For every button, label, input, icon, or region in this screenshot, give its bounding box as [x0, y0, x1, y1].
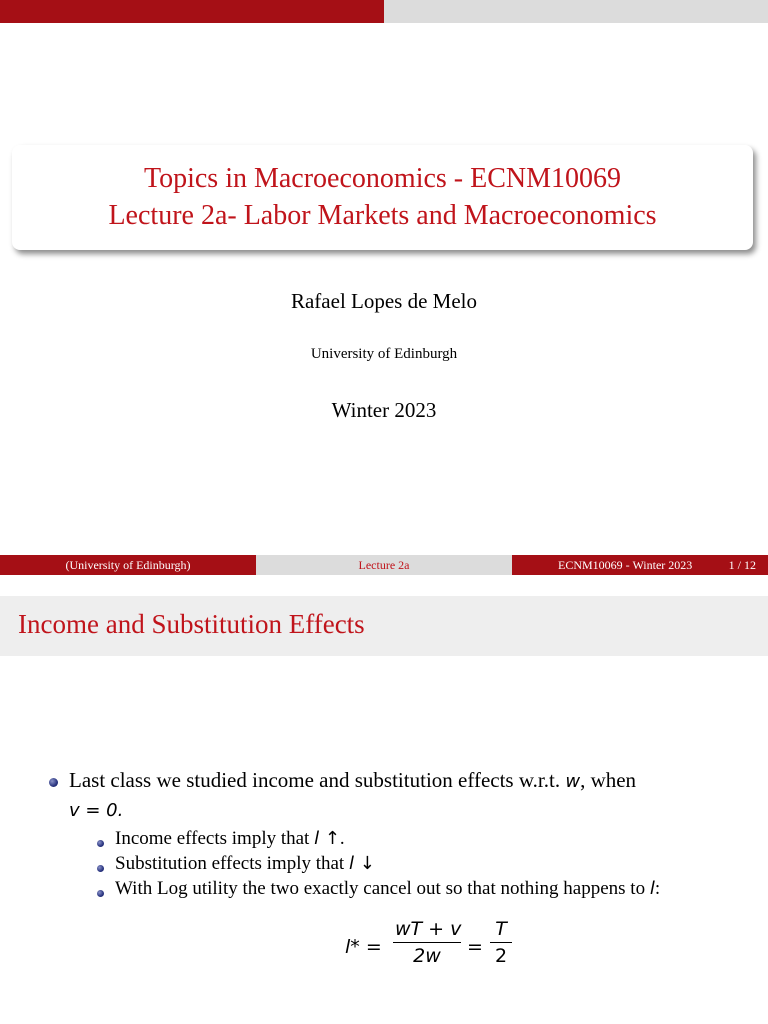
sub-bullet-3 — [115, 878, 660, 900]
fraction-1-bar — [393, 942, 461, 943]
footer-lecture: Lecture 2a — [256, 555, 512, 575]
sub-bullet-icon — [97, 840, 104, 847]
bullet-1-text-b: , when — [580, 768, 637, 792]
bullet-1-line-2 — [69, 795, 123, 825]
equation-equals: = — [467, 936, 483, 958]
sub-bullet-1-text: Income effects imply that — [115, 828, 315, 849]
sub-bullet-icon — [97, 890, 104, 897]
sub-bullet-1-math: l ↑ — [314, 828, 340, 849]
title-box — [12, 145, 753, 250]
content-slide — [0, 578, 768, 1024]
fraction-2-numerator: T — [495, 918, 507, 940]
bullet-1-math: v = 0. — [69, 800, 124, 821]
sub-bullet-2-text: Substitution effects imply that — [115, 853, 349, 874]
fraction-1-numerator: wT + v — [395, 918, 462, 940]
footer-course-block — [512, 555, 768, 575]
author: Rafael Lopes de Melo — [290, 289, 478, 313]
slide-title-line-2: Lecture 2a- Labor Markets and Macroeconomics — [108, 200, 657, 231]
sub-bullet-1-tail: . — [339, 828, 345, 849]
sub-bullet-icon — [97, 865, 104, 872]
bullet-1-text-a: Last class we studied income and substitution effects w.r.t. — [69, 768, 566, 792]
footer-course: ECNM10069 - Winter 2023 — [558, 558, 693, 572]
equation-fraction-1 — [393, 918, 461, 967]
bullet-1-line-1 — [69, 766, 636, 796]
institute: University of Edinburgh — [310, 346, 458, 362]
sub-bullet-1 — [115, 828, 345, 850]
sub-bullet-3-text: With Log utility the two exactly cancel out so that nothing happens to — [115, 878, 650, 899]
sub-bullet-3-tail: : — [654, 878, 661, 899]
sub-bullet-3-math: l — [649, 878, 655, 899]
sub-bullet-2-math: l ↓ — [348, 853, 375, 874]
equation-fraction-2 — [490, 918, 512, 967]
bullet-1-var-w: w — [565, 771, 581, 792]
header-bar-red — [0, 0, 384, 23]
bullet-icon — [49, 778, 58, 787]
slide-title-line-1: Topics in Macroeconomics - ECNM10069 — [143, 163, 622, 194]
footer-institute: (University of Edinburgh) — [0, 555, 256, 575]
sub-bullet-2 — [115, 853, 375, 875]
page-number: 1 / 12 — [728, 558, 756, 572]
header-bar-gray — [384, 0, 768, 23]
fraction-2-denominator: 2 — [494, 945, 508, 967]
fraction-1-denominator: 2w — [413, 945, 441, 967]
date: Winter 2023 — [331, 398, 437, 422]
fraction-2-bar — [490, 942, 512, 943]
equation-lhs: l* = — [345, 936, 382, 958]
footer — [0, 555, 768, 575]
frame-title-bar — [0, 596, 768, 656]
frame-title: Income and Substitution Effects — [18, 609, 365, 639]
